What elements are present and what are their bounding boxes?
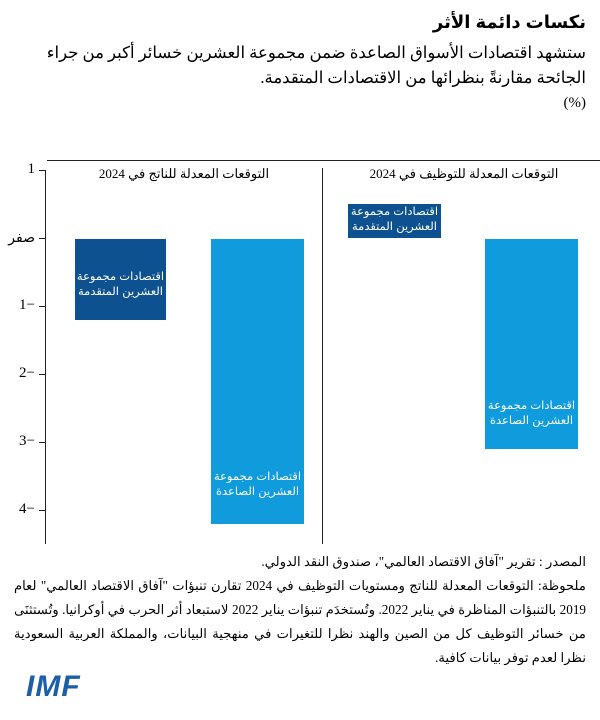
bar-label-output-emerging <box>211 470 304 500</box>
y-axis-line <box>45 170 46 544</box>
bar-label-line2: العشرين المتقدمة <box>78 286 163 298</box>
y-tick-mark <box>39 170 46 171</box>
bar-label-line1: اقتصادات مجموعة <box>350 206 439 218</box>
y-tick-mark <box>39 238 46 239</box>
y-tick-label: 4− <box>19 501 35 517</box>
y-tick-label: 1− <box>19 297 35 313</box>
unit-label: (%) <box>563 95 586 111</box>
bar-label-line2: العشرين الصاعدة <box>489 415 574 427</box>
bar-label-line2: العشرين الصاعدة <box>215 486 300 498</box>
panel-heading-employment: التوقعات المعدلة للتوظيف في 2024 <box>369 166 559 181</box>
chart-notes <box>0 550 600 670</box>
footnote: ملحوظة: التوقعات المعدلة للناتج ومستويات التوظيف في 2024 تقارن تنبؤات "آفاق الاقتصاد العالمي" لعام 2019 بالتنبؤات المناظرة في يناير 2022. وتُستخدَم تنبؤات يناير 2022 لاستبعاد أثر الحرب في أوكرانيا. وتُستثنَى من خسائر التوظيف كل من الصين والهند نظرا للتغيرات في منهجية البيانات، والمملكة العربية السعودية نظرا لعدم توفر بيانات كافية. <box>14 578 586 665</box>
bar-label-line2: العشرين المتقدمة <box>352 221 437 233</box>
bar-label-line1: اقتصادات مجموعة <box>213 471 302 483</box>
zero-baseline <box>47 160 600 161</box>
imf-logo: IMF <box>26 670 81 703</box>
bar-label-employment-emerging <box>485 399 578 429</box>
source-note: المصدر : تقرير "آفاق الاقتصاد العالمي"، صندوق النقد الدولي. <box>261 554 586 569</box>
bar-label-employment-advanced <box>348 205 441 235</box>
y-tick-mark <box>39 374 46 375</box>
y-tick-label: 3− <box>19 433 35 449</box>
chart-plot-area <box>0 160 600 545</box>
bar-label-output-advanced <box>75 270 166 300</box>
bar-label-line1: اقتصادات مجموعة <box>487 400 576 412</box>
y-tick-label: 1 <box>27 161 35 177</box>
y-tick-mark <box>39 306 46 307</box>
y-tick-mark <box>39 510 46 511</box>
panel-heading-output: التوقعات المعدلة للناتج في 2024 <box>98 166 270 181</box>
y-tick-label: 2− <box>19 365 35 381</box>
panel-divider <box>322 168 323 544</box>
page-title: نكسات دائمة الأثر <box>432 12 586 32</box>
y-tick-label: صفر <box>8 229 35 245</box>
y-tick-mark <box>39 442 46 443</box>
bar-label-line1: اقتصادات مجموعة <box>76 271 165 283</box>
chart-subtitle: ستشهد اقتصادات الأسواق الصاعدة ضمن مجموعة العشرين خسائر أكبر من جراء الجائحة مقارنةً بنظرائها من الاقتصادات المتقدمة. <box>46 43 586 87</box>
chart-header <box>0 0 600 114</box>
